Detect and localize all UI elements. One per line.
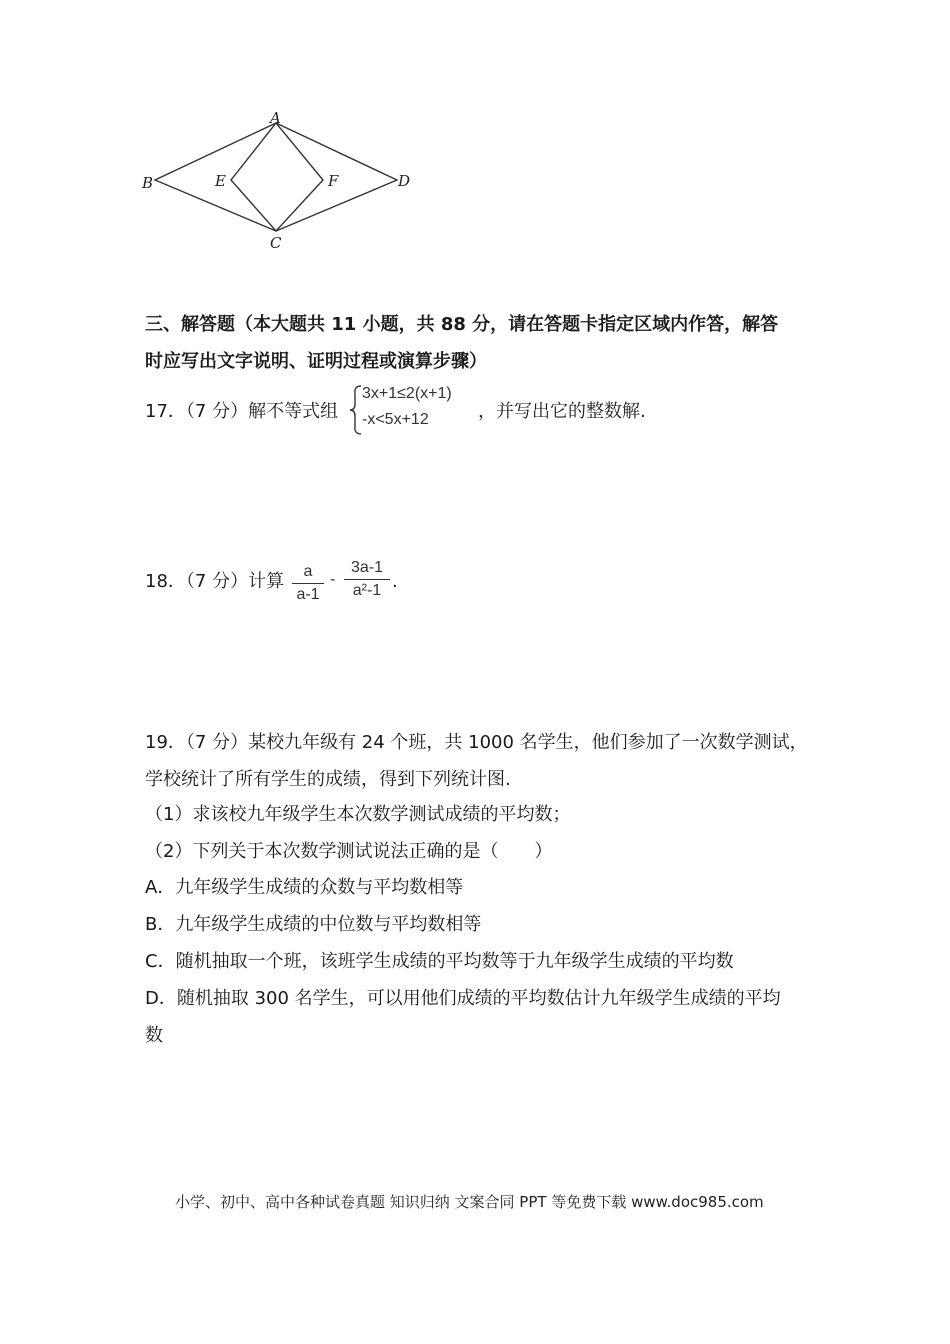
fraction-bar	[292, 583, 324, 584]
q19-line2: 学校统计了所有学生的成绩，得到下列统计图.	[145, 769, 511, 790]
label-F: F	[328, 172, 339, 190]
q18-fraction-2	[344, 558, 390, 601]
section-header-line1: 三、解答题（本大题共 11 小题，共 88 分，请在答题卡指定区域内作答，解答	[145, 314, 779, 335]
q18-fraction-2-numerator: 3a-1	[350, 559, 384, 576]
label-A: A	[270, 109, 281, 127]
q19-option-d-line2: 数	[145, 1025, 163, 1046]
fraction-bar	[344, 579, 390, 580]
q18-fraction-1-denominator: a-1	[296, 586, 320, 603]
label-E: E	[215, 172, 226, 190]
q18-fraction-2-denominator: a²-1	[352, 582, 382, 599]
q17-inequality-2: -x<5x+12	[362, 411, 429, 428]
q19-option-c: C．随机抽取一个班，该班学生成绩的平均数等于九年级学生成绩的平均数	[145, 951, 734, 972]
q18-minus: -	[330, 571, 336, 588]
q17-inequality-1: 3x+1≤2(x+1)	[362, 385, 452, 402]
q17-prefix: 17．（7 分）解不等式组	[145, 401, 339, 422]
page-footer: 小学、初中、高中各种试卷真题 知识归纳 文案合同 PPT 等免费下载 www.doc985.com	[175, 1193, 764, 1211]
q17-suffix: ，并写出它的整数解.	[478, 401, 646, 422]
q18-suffix: .	[392, 571, 398, 592]
q19-line1: 19．（7 分）某校九年级有 24 个班，共 1000 名学生，他们参加了一次数学测试，	[145, 732, 808, 753]
q19-part2: （2）下列关于本次数学测试说法正确的是（ ）	[145, 841, 553, 862]
label-D: D	[398, 172, 411, 190]
q18-fraction-1-numerator: a	[303, 563, 313, 580]
q19-option-d-line1: D．随机抽取 300 名学生，可以用他们成绩的平均数估计九年级学生成绩的平均	[145, 988, 781, 1009]
rhombus-figure	[135, 108, 425, 253]
q18-fraction-1	[292, 562, 324, 605]
label-B: B	[142, 174, 154, 192]
q19-part1: （1）求该校九年级学生本次数学测试成绩的平均数；	[145, 804, 571, 825]
section-header-line2: 时应写出文字说明、证明过程或演算步骤）	[145, 351, 487, 372]
outer-quadrilateral-ABCD	[155, 123, 397, 231]
label-C: C	[270, 234, 282, 252]
left-brace-icon	[349, 384, 363, 436]
q18-prefix: 18．（7 分）计算	[145, 571, 285, 592]
q19-option-b: B．九年级学生成绩的中位数与平均数相等	[145, 914, 482, 935]
q19-option-a: A．九年级学生成绩的众数与平均数相等	[145, 877, 464, 898]
